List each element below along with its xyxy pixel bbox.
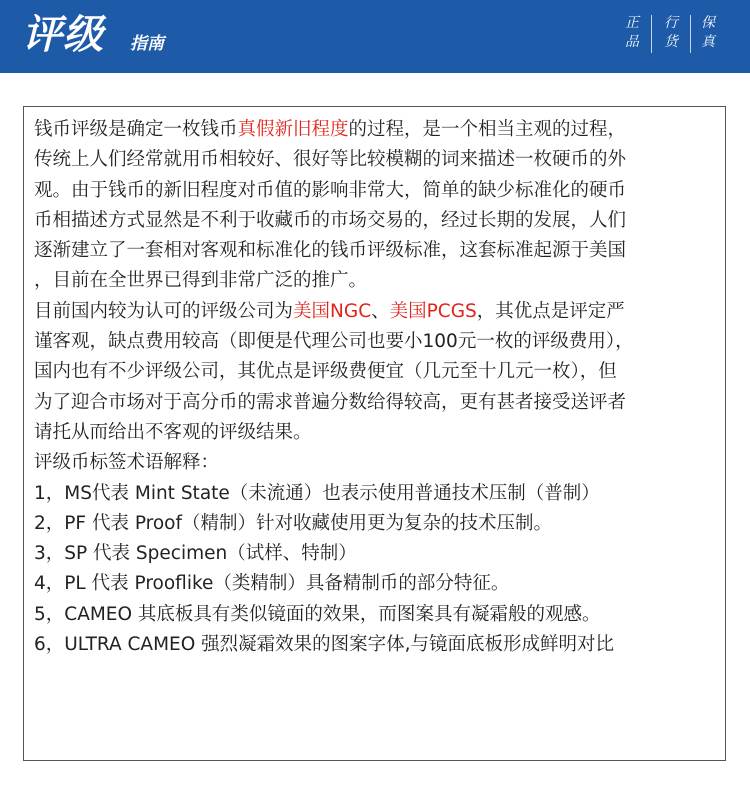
term-item: 2，PF 代表 Proof（精制）针对收藏使用更为复杂的技术压制。: [34, 512, 553, 534]
header-title: 评级: [22, 11, 104, 58]
slogan-column-3: 保真: [701, 15, 715, 50]
paragraph-line: 传统上人们经常就用币相较好、很好等比较模糊的词来描述一枚硬币的外: [34, 149, 627, 171]
slogan-divider: [690, 15, 691, 53]
term-item: 6，ULTRA CAMEO 强烈凝霜效果的图案字体,与镜面底板形成鲜明对比: [34, 634, 615, 656]
paragraph-line: 国内也有不少评级公司，其优点是评级费便宜（几元至十几元一枚），但: [34, 361, 617, 383]
term-item: 4，PL 代表 Prooflike（类精制）具备精制币的部分特征。: [34, 573, 510, 595]
text-span: 目前国内较为认可的评级公司为: [34, 300, 294, 322]
terms-heading: 评级币标签术语解释：: [34, 452, 220, 474]
slogan-column-1: 正品: [625, 15, 639, 50]
text-span: 、: [371, 300, 390, 322]
header-banner: [0, 0, 750, 73]
paragraph-line: 谨客观，缺点费用较高（即便是代理公司也要小100元一枚的评级费用），: [34, 331, 634, 353]
paragraph-line: 币相描述方式显然是不利于收藏币的市场交易的，经过长期的发展，人们: [34, 209, 627, 231]
paragraph-line: 逐渐建立了一套相对客观和标准化的钱币评级标准，这套标准起源于美国: [34, 240, 627, 262]
highlight-text: 真假新旧程度: [237, 119, 349, 140]
paragraph-line: [34, 115, 724, 145]
article-body: [34, 115, 724, 660]
paragraph-line: 请托从而给出不客观的评级结果。: [34, 421, 312, 443]
paragraph-line: 为了迎合市场对于高分币的需求普遍分数给得较高，更有甚者接受送评者: [34, 391, 627, 413]
text-span: ，其优点是评定严: [476, 300, 625, 322]
slogan-divider: [651, 15, 652, 53]
term-item: 1，MS代表 Mint State（未流通）也表示使用普通技术压制（普制）: [34, 482, 600, 504]
term-item: 3，SP 代表 Specimen（试样、特制）: [34, 543, 357, 565]
paragraph-line: 观。由于钱币的新旧程度对币值的影响非常大，简单的缺少标准化的硬币: [34, 179, 627, 201]
highlight-text: 美国NGC: [293, 300, 372, 322]
term-item: 5，CAMEO 其底板具有类似镜面的效果，而图案具有凝霜般的观感。: [34, 603, 601, 625]
text-span: 钱币评级是确定一枚钱币: [34, 119, 238, 140]
content-box: [23, 106, 726, 761]
paragraph-line: ，目前在全世界已得到非常广泛的推广。: [34, 270, 368, 292]
header-subtitle: 指南: [130, 34, 164, 54]
paragraph-line: [34, 297, 724, 327]
highlight-text: 美国PCGS: [389, 300, 477, 322]
text-span: 的过程，是一个相当主观的过程，: [348, 119, 627, 140]
slogan-column-2: 行货: [664, 15, 678, 50]
